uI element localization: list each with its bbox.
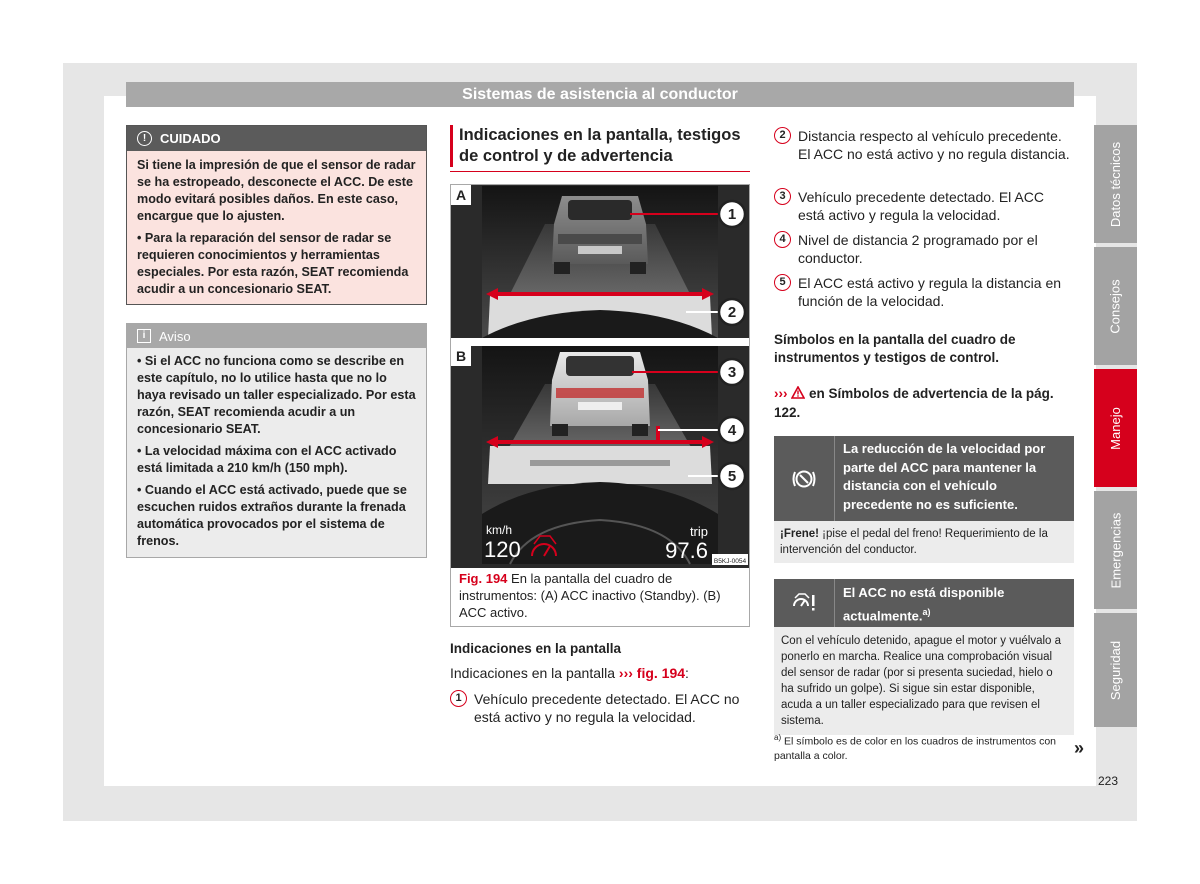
callout-1-label: 1 (727, 206, 737, 223)
heading-rule (450, 171, 750, 172)
note-paragraph: • Si el ACC no funciona como se describe en este capítulo, no lo utilice hasta que no lo haya revisado un taller especializado. Por esta razón, SEAT recomienda acudir a un concesionario SEAT. (137, 354, 416, 436)
speed-value: 120 (484, 537, 521, 562)
note-paragraph: • La velocidad máxima con el ACC activado está limitada a 210 km/h (150 mph). (137, 444, 397, 475)
trip-value: 97.6 (665, 538, 708, 563)
symbols-heading: Símbolos en la pantalla del cuadro de instrumentos y testigos de control. (774, 332, 1016, 365)
acc-display-figure (450, 184, 750, 569)
legend-text: Vehículo precedente detectado. El ACC no está activo y no regula la velocidad. (474, 691, 740, 725)
symbols-xref[interactable]: ››› en Símbolos de advertencia de la pág. 122. (774, 386, 1054, 420)
caution-body (127, 151, 426, 309)
acc-unavailable-icon (774, 579, 835, 627)
note-body (127, 348, 426, 560)
figure-code: B5KJ-0054 (713, 558, 747, 565)
display-intro: Indicaciones en la pantalla ››› fig. 194: (450, 665, 689, 681)
note-title: Aviso (159, 328, 191, 344)
continue-mark: » (1074, 738, 1085, 758)
message-title: El ACC no está disponible actualmente.$^{a)}$ (843, 585, 1005, 623)
caution-title: CUIDADO (160, 131, 221, 146)
tab-consejos[interactable]: Consejos (1094, 247, 1137, 365)
legend-text: Distancia respecto al vehículo precedente. El ACC no está activo y no regula distancia. (798, 128, 1070, 162)
page-number: 223 (1098, 774, 1119, 788)
trip-label: trip (689, 524, 708, 539)
tab-emergencias[interactable]: Emergencias (1094, 491, 1137, 609)
warning-triangle-icon (791, 386, 805, 399)
message-body: Con el vehículo detenido, apague el motor y vuélvalo a ponerlo en marcha. Realice una comprobación visual del sensor de radar (por si presenta suciedad, hielo o ha sufrido un golpe). Si sigue sin estar disponible, acuda a un taller especializado para que revisen el sistema. (774, 627, 1074, 735)
footnote: $^{a)}$ El símbolo es de color en los cuadros de instrumentos con pantalla a color. (774, 733, 1057, 762)
tab-manejo[interactable]: Manejo (1094, 369, 1137, 487)
legend-number: 4 (774, 231, 791, 248)
legend-number: 5 (774, 274, 791, 291)
caution-box (126, 125, 427, 305)
info-square-icon: i (137, 329, 151, 343)
message-body: ¡Frene! ¡pise el pedal del freno! Requerimiento de la intervención del conductor. (774, 521, 1074, 563)
legend-item-5 (774, 274, 1072, 310)
legend-number: 3 (774, 188, 791, 205)
message-box-brake (774, 436, 1074, 563)
panel-label-a: A (455, 187, 467, 203)
legend-number: 1 (450, 690, 467, 707)
callout-2-label: 2 (727, 304, 737, 321)
note-box (126, 323, 427, 558)
tab-datos-tecnicos[interactable]: Datos técnicos (1094, 125, 1137, 243)
legend-item-1 (450, 690, 750, 726)
legend-number: 2 (774, 127, 791, 144)
exclamation-circle-icon: ! (137, 131, 152, 146)
note-paragraph: • Cuando el ACC está activado, puede que se escuchen ruidos extraños durante la frenada automática provocados por el sistema de frenos. (137, 483, 407, 548)
tab-seguridad[interactable]: Seguridad (1094, 613, 1137, 727)
note-header (127, 324, 426, 348)
caution-paragraph: • Para la reparación del sensor de radar se requieren conocimientos y herramientas especiales. Por esta razón, SEAT recomienda acudir a un concesionario SEAT. (137, 231, 409, 296)
message-box-unavailable (774, 579, 1074, 735)
section-heading: Indicaciones en la pantalla, testigos de control y de advertencia (450, 125, 759, 167)
speed-unit: km/h (486, 523, 513, 537)
legend-item-4 (774, 231, 1072, 267)
caution-header (127, 126, 426, 151)
message-title: La reducción de la velocidad por parte del ACC para mantener la distancia con el vehículo precedente no es suficiente. (843, 441, 1046, 512)
display-subheading: Indicaciones en la pantalla (450, 641, 622, 656)
legend-text: El ACC está activo y regula la distancia en función de la velocidad. (798, 275, 1062, 309)
figure-caption: Fig. 194 En la pantalla del cuadro de instrumentos: (A) ACC inactivo (Standby). (B) ACC activo. (459, 571, 721, 620)
callout-3-label: 3 (727, 364, 737, 381)
caution-paragraph: Si tiene la impresión de que el sensor de radar se ha estropeado, desconecte el ACC. De este modo evitará posibles daños. En este caso, encargue que lo ajusten. (137, 158, 416, 223)
legend-item-3 (774, 188, 1072, 224)
callout-5-label: 5 (727, 468, 737, 485)
legend-text: Nivel de distancia 2 programado por el conductor. (798, 232, 1038, 266)
acc-distance-icon (774, 436, 835, 521)
page-title: Sistemas de asistencia al conductor (126, 82, 1074, 107)
legend-text: Vehículo precedente detectado. El ACC está activo y regula la velocidad. (798, 189, 1044, 223)
legend-item-2 (774, 127, 1072, 163)
callout-4-label: 4 (727, 422, 737, 439)
panel-label-b: B (455, 348, 467, 364)
figure-link[interactable]: ››› fig. 194 (618, 665, 686, 681)
